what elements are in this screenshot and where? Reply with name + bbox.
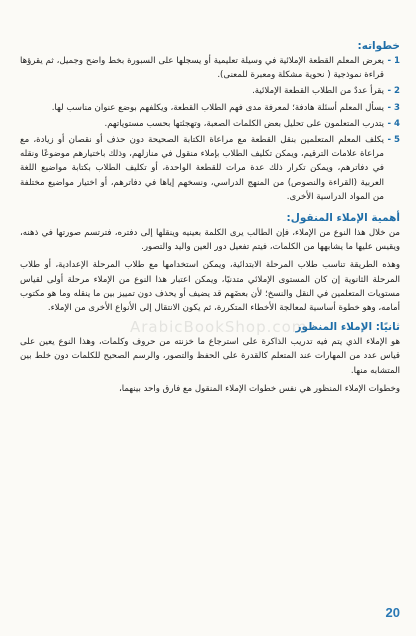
step-number: 2 - <box>387 86 400 97</box>
step-text: يعرض المعلم القطعة الإملائية في وسيلة تعليمية أو يسجلها على السبورة بخط واضح وجميل، ثم يقرؤها قراءة نموذجية ( نحوية مشكلة ومعبرة للمعنى). <box>20 56 384 81</box>
step-item <box>20 54 400 82</box>
importance-paragraph: من خلال هذا النوع من الإملاء، فإن الطالب يرى الكلمة بعينيه وينقلها إلى دفتره، فترتسم صورتها في ذهنه، ويقيس عليها ما يشابهها من الكلمات، فيتم تفعيل دور العين واليد والتصور. <box>20 228 400 253</box>
step-number: 5 - <box>387 135 400 146</box>
page-number: 20 <box>385 605 400 620</box>
step-text: يكلف المعلم المتعلمين بنقل القطعة مع مراعاة الكتابة الصحيحة دون حذف أو نقصان أو زيادة، مع مراعاة علامات الترقيم، ويمكن تكليف الطلاب بإملاء منقول في منازلهم، وذلك باختيارهم موضوعًا ونقله في دفاترهم، ويمكن تكرار ذلك عدة مرات للقطعة الواحدة، أو تكليف الطلاب بكتابة مواضيع اللغة العربية (القراءة والنصوص) من المنهج الدراسي، ونسخهم إياها في دفاترهم، أو اختيار مواضيع مختلفة من المواد الدراسية الأخرى. <box>20 135 384 202</box>
step-number: 4 - <box>387 118 400 129</box>
step-number: 3 - <box>387 102 400 113</box>
watermark: ArabicBookShop.com <box>130 318 308 336</box>
step-item <box>20 101 400 115</box>
viewed-dictation-heading: ثانيًا: الإملاء المنظور <box>295 321 400 334</box>
steps-heading: خطواته: <box>357 40 400 52</box>
step-item <box>20 133 400 204</box>
step-item <box>20 84 400 98</box>
viewed-dictation-paragraph: وخطوات الإملاء المنظور هي نفس خطوات الإملاء المنقول مع فارق واحد بينهما، <box>118 383 400 394</box>
step-number: 1 - <box>387 56 400 66</box>
step-item <box>20 117 400 131</box>
importance-heading: أهمية الإملاء المنقول: <box>286 212 400 225</box>
step-text: يتدرب المتعلمون على تحليل بعض الكلمات الصعبة، وتهجئتها بحسب مستوياتهم. <box>104 118 384 129</box>
step-text: يقرأ عددٌ من الطلاب القطعة الإملائية. <box>252 86 384 97</box>
viewed-dictation-paragraph: هو الإملاء الذي يتم فيه تدريب الذاكرة على استرجاع ما خزنته من حروف وكلمات، وهذا النوع يعين على قياس عدد من المهارات عند المتعلم كالقدرة على الحفظ والتصور، والرسم الصحيح للكلمات دون خلط بين المتشابه منها. <box>20 337 400 376</box>
step-text: يسأل المعلم أسئلة هادفة؛ لمعرفة مدى فهم الطلاب القطعة، ويكلفهم بوضع عنوان مناسب لها. <box>51 102 384 113</box>
importance-paragraph: وهذه الطريقة تناسب طلاب المرحلة الابتدائية، ويمكن استخدامها مع طلاب المرحلة الإعدادية، أو طلاب المرحلة الثانوية إن كان المستوى الإملائي متدنيًا، ويمكن اعتبار هذا النوع من الإملاء مرحلة أولى لقياس مستويات المتعلمين في النقل والنسخ؛ لأن بعضَهم قد يضيف أو يحذف دون تمييز بين ما ينقله وما هو مكتوب أمامه، وهو خطوة أساسية لمعالجة الأخطاء المتكررة، ثم يكون الانتقال إلى الأنواع الأخرى من الإملاء. <box>20 260 400 314</box>
